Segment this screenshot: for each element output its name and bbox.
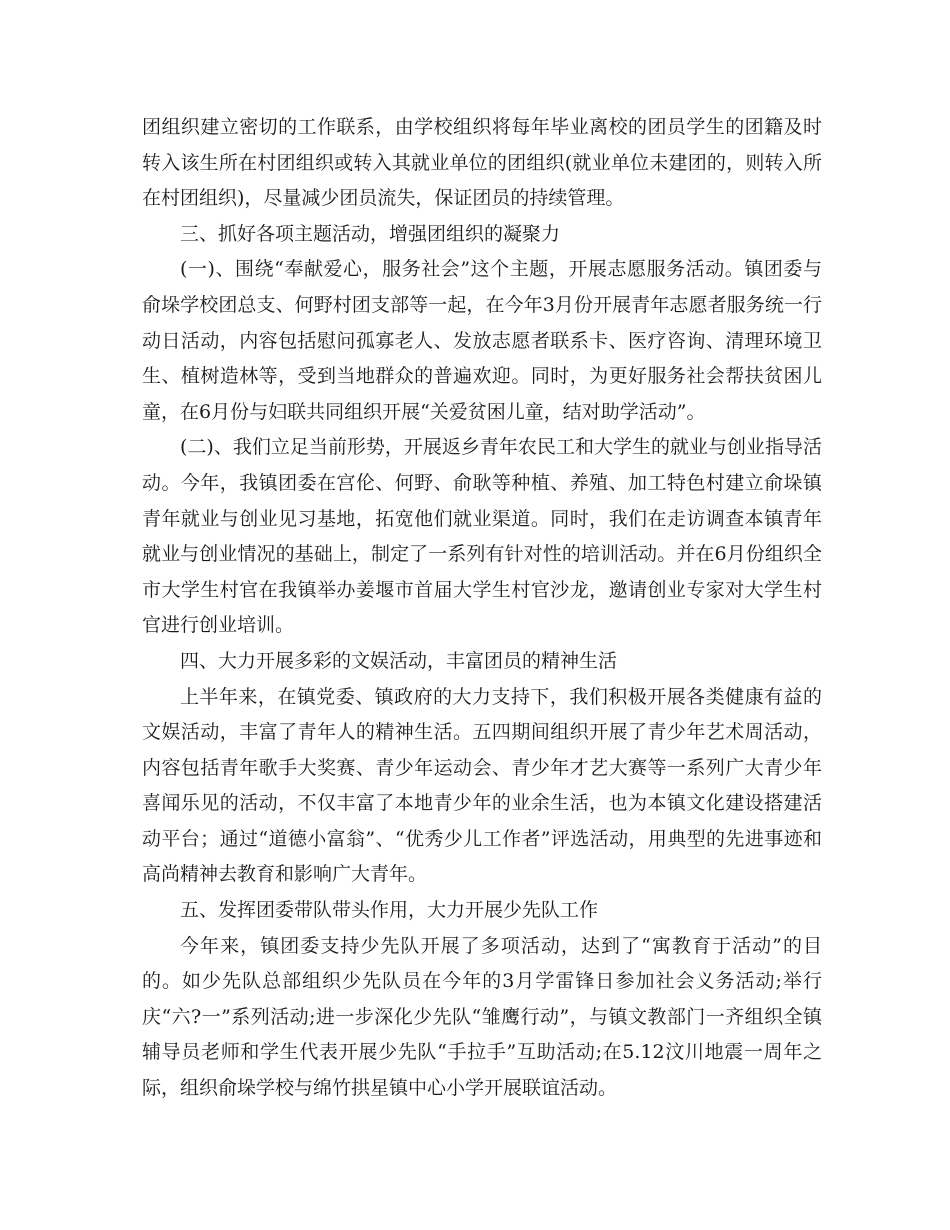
document-body	[142, 110, 822, 1107]
paragraph-employment-guidance: (二)、我们立足当前形势，开展返乡青年农民工和大学生的就业与创业指导活动。今年，我镇团委在宫伦、何野、俞耿等种植、养殖、加工特色村建立俞垛镇青年就业与创业见习基地，拓宽他们就业渠道。同时，我们在走访调查本镇青年就业与创业情况的基础上，制定了一系列有针对性的培训活动。并在6月份组织全市大学生村官在我镇举办姜堰市首届大学生村官沙龙，邀请创业专家对大学生村官进行创业培训。	[142, 436, 822, 637]
paragraph-continued-transfer: 团组织建立密切的工作联系，由学校组织将每年毕业离校的团员学生的团籍及时转入该生所在村团组织或转入其就业单位的团组织(就业单位未建团的，则转入所在村团组织)，尽量减少团员流失，保证团员的持续管理。	[142, 116, 822, 210]
section-heading-3: 三、抓好各项主题活动，增强团组织的凝聚力	[180, 222, 561, 245]
paragraph-cultural-activities: 上半年来，在镇党委、镇政府的大力支持下，我们积极开展各类健康有益的文娱活动，丰富了青年人的精神生活。五四期间组织开展了青少年艺术周活动，内容包括青年歌手大奖赛、青少年运动会、青少年才艺大赛等一系列广大青少年喜闻乐见的活动，不仅丰富了本地青少年的业余生活，也为本镇文化建设搭建活动平台；通过“道德小富翁”、“优秀少儿工作者”评选活动，用典型的先进事迹和高尚精神去教育和影响广大青年。	[142, 685, 822, 886]
paragraph-young-pioneers: 今年来，镇团委支持少先队开展了多项活动，达到了“寓教育于活动”的目的。如少先队总部组织少先队员在今年的3月学雷锋日参加社会义务活动;举行庆“六?一”系列活动;进一步深化少先队“雏鹰行动”，与镇文教部门一齐组织全镇辅导员老师和学生代表开展少先队“手拉手”互助活动;在5.12汶川地震一周年之际，组织俞垛学校与绵竹拱星镇中心小学开展联谊活动。	[142, 934, 822, 1100]
section-heading-4: 四、大力开展多彩的文娱活动，丰富团员的精神生活	[180, 649, 618, 672]
section-heading-5: 五、发挥团委带队带头作用，大力开展少先队工作	[180, 899, 599, 922]
paragraph-volunteer-service: (一)、围绕“奉献爱心，服务社会”这个主题，开展志愿服务活动。镇团委与俞垛学校团总支、何野村团支部等一起，在今年3月份开展青年志愿者服务统一行动日活动，内容包括慰问孤寡老人、发放志愿者联系卡、医疗咨询、清理环境卫生、植树造林等，受到当地群众的普遍欢迎。同时，为更好服务社会帮扶贫困儿童，在6月份与妇联共同组织开展“关爱贫困儿童，结对助学活动”。	[142, 258, 822, 423]
